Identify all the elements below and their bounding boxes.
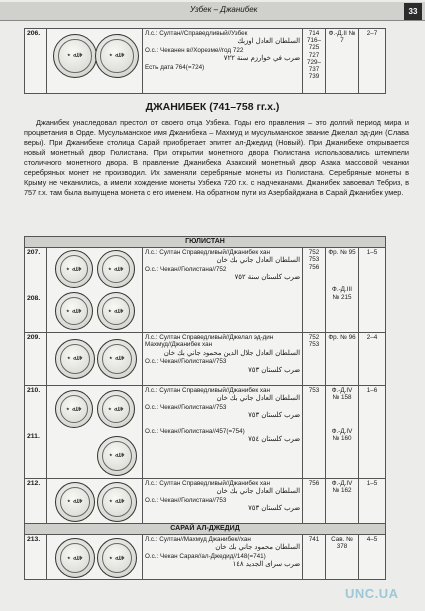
entry-years: 741	[303, 535, 326, 580]
reverse-arabic: ضرب كلستان سنة ٧٥٢	[234, 273, 300, 282]
obverse-arabic: السلطان محمود جاني بك خان	[215, 543, 300, 552]
obverse-text: Л.с.: Султан Справедливый//Джанибек хан	[145, 249, 270, 257]
entry-rarity: 1–5	[359, 248, 386, 333]
entry-rarity: 2–4	[359, 333, 386, 386]
coin-image-cell	[47, 333, 143, 386]
table-row	[25, 479, 386, 524]
obverse-text: Л.с.: Султан//Справедливый//Узбек	[145, 30, 248, 37]
reverse-text: О.с.: Чекан//Гюлистана//753	[145, 358, 227, 366]
obverse-arabic: السلطان العادل جلال الدين محمود جاني بك خان	[163, 348, 300, 357]
coin-reverse-image	[97, 436, 137, 476]
top-entry-table	[24, 28, 386, 94]
coin-image-cell	[47, 29, 143, 94]
entry-years: 756	[303, 479, 326, 524]
entry-number: 206.	[25, 29, 47, 94]
entry-description	[143, 29, 303, 94]
entry-reference	[326, 386, 359, 479]
table-row	[25, 535, 386, 580]
coin-reverse-image	[97, 482, 137, 522]
entry-description	[143, 535, 303, 580]
mint-heading-row	[25, 237, 386, 248]
coin-reverse-image	[95, 34, 139, 78]
reverse-text: О.с.: Чекан//Гюлистана//753	[145, 497, 227, 505]
entry-rarity: 1–6	[359, 386, 386, 479]
reverse-arabic: ضرب كلستان ٧٥٣	[248, 365, 300, 374]
mint-heading-saray: САРАЙ АЛ-ДЖЕДИД	[25, 524, 386, 535]
mint-heading-gulistan: ГЮЛИСТАН	[25, 237, 386, 248]
reverse-arabic: ضرب كلستان ٧٥٣	[248, 411, 300, 420]
entry-reference: Ф.-Д.IV № 162	[326, 479, 359, 524]
entry-note: Есть дата 764(=724)	[145, 64, 205, 72]
entry-reference-211: Ф.-Д.IV № 160	[331, 427, 353, 442]
obverse-text: Л.с.: Султан Справедливый//Джелал эд-дин Махмуд//Джанибек хан	[145, 334, 274, 349]
reverse-text: О.с.: Чеканен в//Хорезме//год 722	[145, 47, 244, 55]
coin-image-cell	[47, 535, 143, 580]
reverse-arabic: ضرب كلستان ٧٥٣	[248, 504, 300, 513]
page-number: 33	[404, 3, 422, 20]
coin-reverse-image	[97, 250, 135, 288]
entry-number-207: 207.	[27, 249, 41, 257]
entry-reference: Фр. № 96	[326, 333, 359, 386]
table-row	[25, 386, 386, 479]
mint-heading-row	[25, 524, 386, 535]
reverse-arabic: ضرب سراى الجديد ١٤٨	[232, 560, 300, 569]
entry-years: 753	[303, 386, 326, 479]
reverse-arabic: ضرب كلستان ٧٥٤	[248, 435, 300, 444]
entry-reference-208: Ф.-Д.III № 215	[332, 286, 352, 301]
coin-reverse-image	[97, 339, 137, 379]
entry-number: 213.	[25, 535, 47, 580]
entry-number: 209.	[25, 333, 47, 386]
coin-obverse-image	[53, 34, 97, 78]
entry-reference: Ф.-Д.II № 7	[326, 29, 359, 94]
coin-obverse-image	[55, 339, 95, 379]
coin-obverse-image	[55, 250, 93, 288]
coin-reverse-image	[97, 538, 137, 578]
entry-reference-210: Ф.-Д.IV № 158	[331, 387, 353, 402]
entry-number: 212.	[25, 479, 47, 524]
reverse-text: О.с.: Чекан//Гюлистана//752	[145, 266, 227, 274]
coin-obverse-image	[55, 390, 93, 428]
coin-obverse-image	[55, 292, 93, 330]
reverse-arabic: ضرب في خوارزم سنة ٧٢٢	[223, 54, 300, 63]
running-title: Узбек – Джанибек	[190, 5, 258, 14]
table-row	[25, 248, 386, 333]
entry-years: 752 753 756	[303, 248, 326, 333]
obverse-arabic: السلطان العادل جاني بك خان	[216, 256, 300, 265]
coin-obverse-image	[55, 482, 95, 522]
coin-reverse-image	[97, 390, 135, 428]
entry-reference	[326, 248, 359, 333]
reverse-text: О.с.: Чекан//Гюлистана//457(=754)	[145, 428, 245, 436]
entry-number	[25, 386, 47, 479]
coin-reverse-image	[97, 292, 135, 330]
entry-reference: Сав. № 378	[326, 535, 359, 580]
entry-rarity: 4–5	[359, 535, 386, 580]
obverse-arabic: السلطان العادل اوزبك	[237, 37, 300, 46]
entry-number-211: 211.	[27, 432, 40, 440]
obverse-text: Л.с.: Султан//Махмуд Джанибек//хан	[145, 536, 251, 544]
running-header	[0, 2, 425, 21]
entry-description	[143, 386, 303, 479]
obverse-text: Л.с.: Султан Справедливый//Джанибек хан	[145, 480, 270, 488]
coin-image-cell	[47, 479, 143, 524]
section-title: ДЖАНИБЕК (741–758 гг.х.)	[145, 101, 280, 113]
entry-years: 752 753	[303, 333, 326, 386]
table-row	[25, 29, 386, 94]
reverse-text: О.с.: Чекан Сарая//ал-Джедид//148(=741)	[145, 553, 266, 561]
reverse-text: О.с.: Чекан//Гюлистана//753	[145, 404, 227, 412]
entry-rarity: 2–7	[359, 29, 386, 94]
obverse-text: Л.с.: Султан Справедливый//Джанибек хан	[145, 387, 270, 395]
entry-years: 714 716– 725 727 729– 737 739	[303, 29, 326, 94]
coin-image-cell	[47, 386, 143, 479]
entry-number	[25, 248, 47, 333]
entry-description	[143, 248, 303, 333]
obverse-arabic: السلطان العادل جاني بك خان	[216, 394, 300, 403]
section-intro: Джанибек унаследовал престол от своего отца Узбека. Годы его правления – это долгий период мира и процветания в Орде. Мусульманское имя Джанибека – Махмуд и мусульманское звание Джелал эд-дин (Слава веры). При Джанибеке столица Сарай приобретает эпитет ал-Джедид (Новый). При Джанибеке открывается новый монетный двор Гюлистана. При открытии монетного двора Гюлистана использовались штемпели столичного монетного двора. В правление Джанибека Азакский монетный двор Азака массовой чеканки серебряных монет не производил. Их заменяли серебряные монеты из Гюлистана. Серебряные монеты в Крыму не чеканились, а имели хождение монеты Узбека 720 г.х. с надчеканами. Джанибек завоевал Тебриз, в 757 г.х. там была выпущена монета с его именем. На обратном пути из Азербайджана в Сарай Джанибек умер.	[24, 118, 409, 198]
obverse-arabic: السلطان العادل جاني بك خان	[216, 487, 300, 496]
entry-description	[143, 333, 303, 386]
coin-obverse-image	[55, 538, 95, 578]
coin-image-cell	[47, 248, 143, 333]
gulistan-table	[24, 236, 386, 580]
entry-number-210: 210.	[27, 387, 41, 395]
site-watermark: UNC.UA	[345, 586, 399, 601]
entry-rarity: 1–5	[359, 479, 386, 524]
entry-reference-207: Фр. № 95	[328, 249, 356, 257]
table-row	[25, 333, 386, 386]
entry-description	[143, 479, 303, 524]
entry-number-208: 208.	[27, 294, 41, 302]
